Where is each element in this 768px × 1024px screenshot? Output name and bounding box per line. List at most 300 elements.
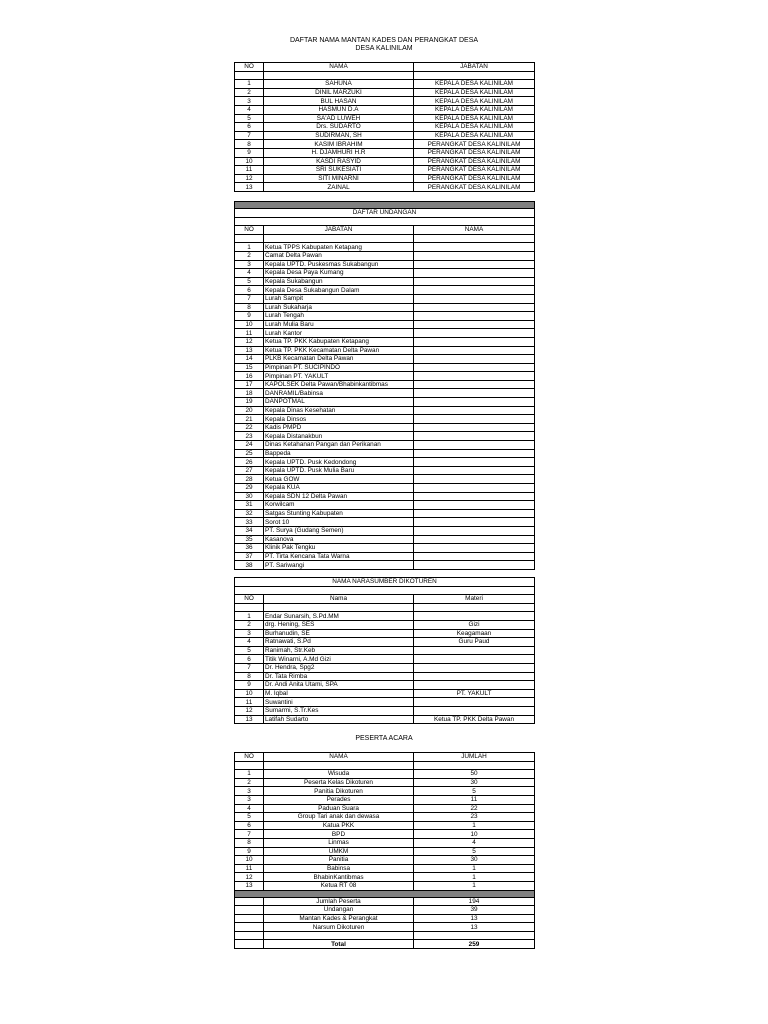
undangan-cell — [414, 243, 535, 252]
peserta-row — [235, 873, 535, 882]
undangan-row — [235, 260, 535, 269]
peserta-cell: 23 — [414, 813, 535, 822]
undangan-row — [235, 484, 535, 493]
kades-cell: Drs. SUDARTO — [264, 123, 414, 132]
undangan-cell — [414, 251, 535, 260]
kades-cell: DINIL MARZUKI — [264, 88, 414, 97]
undangan-cell: 15 — [235, 363, 264, 372]
narasumber-cell: Burhanudin, SE — [264, 629, 414, 638]
narasumber-header-no: NO — [235, 595, 264, 604]
undangan-cell: 20 — [235, 406, 264, 415]
undangan-cell: 8 — [235, 303, 264, 312]
narasumber-cell: drg. Hening, SES — [264, 620, 414, 629]
kades-cell: KEPALA DESA KALINILAM — [414, 123, 535, 132]
narasumber-cell: 9 — [235, 681, 264, 690]
kades-cell: 13 — [235, 183, 264, 192]
undangan-row — [235, 320, 535, 329]
narasumber-cell: Gizi — [414, 620, 535, 629]
undangan-cell: 33 — [235, 518, 264, 527]
undangan-cell: Kepala Distanakbun — [264, 432, 414, 441]
undangan-cell — [414, 329, 535, 338]
narasumber-cell: Keagamaan — [414, 629, 535, 638]
kades-cell: ZAINAL — [264, 183, 414, 192]
undangan-cell — [414, 475, 535, 484]
kades-cell: 11 — [235, 166, 264, 175]
undangan-cell — [414, 423, 535, 432]
peserta-caption: PESERTA ACARA — [355, 735, 413, 742]
kades-cell: 12 — [235, 174, 264, 183]
undangan-row — [235, 346, 535, 355]
undangan-cell: Klinik Pak Tengku — [264, 544, 414, 553]
kades-cell: H. DJAMHURI H.R — [264, 148, 414, 157]
peserta-cell: Panitia — [264, 856, 414, 865]
summary-cell: 194 — [414, 897, 535, 906]
undangan-cell — [414, 380, 535, 389]
peserta-header-no: NO — [235, 753, 264, 762]
kades-row — [235, 123, 535, 132]
narasumber-cell: 7 — [235, 663, 264, 672]
kades-row — [235, 140, 535, 149]
narasumber-header-nama: Nama — [264, 595, 414, 604]
narasumber-row — [235, 672, 535, 681]
narasumber-row — [235, 698, 535, 707]
narasumber-cell: Dr. Andi Anita Utami, SPA — [264, 681, 414, 690]
undangan-cell: Korwilcam — [264, 501, 414, 510]
undangan-row — [235, 518, 535, 527]
undangan-cell — [414, 303, 535, 312]
narasumber-cell: 13 — [235, 715, 264, 724]
narasumber-cell: Titik Winarni, A.Md Gizi — [264, 655, 414, 664]
narasumber-cell: 1 — [235, 612, 264, 621]
undangan-cell: 12 — [235, 337, 264, 346]
peserta-cell: 5 — [414, 787, 535, 796]
undangan-cell: 1 — [235, 243, 264, 252]
peserta-cell: 3 — [235, 787, 264, 796]
kades-cell: KEPALA DESA KALINILAM — [414, 80, 535, 89]
peserta-row — [235, 787, 535, 796]
page-title: DAFTAR NAMA MANTAN KADES DAN PERANGKAT DESA — [289, 37, 479, 44]
undangan-cell — [414, 415, 535, 424]
peserta-cell: UMKM — [264, 847, 414, 856]
peserta-cell: 10 — [414, 830, 535, 839]
undangan-header-nama: NAMA — [414, 226, 535, 235]
undangan-cell: 31 — [235, 501, 264, 510]
undangan-cell: 32 — [235, 509, 264, 518]
narasumber-row — [235, 706, 535, 715]
peserta-cell: 2 — [235, 778, 264, 787]
undangan-row — [235, 398, 535, 407]
undangan-row — [235, 312, 535, 321]
undangan-cell: Kepala Desa Sukabangun Dalam — [264, 286, 414, 295]
peserta-cell: Peserta Kelas Dikoturen — [264, 778, 414, 787]
undangan-row — [235, 269, 535, 278]
undangan-cell: 11 — [235, 329, 264, 338]
narasumber-cell — [414, 612, 535, 621]
undangan-cell — [414, 363, 535, 372]
peserta-cell: Perades — [264, 795, 414, 804]
kades-cell: SAHUNA — [264, 80, 414, 89]
undangan-cell: Kepala SDN 12 Delta Pawan — [264, 492, 414, 501]
kades-cell: KEPALA DESA KALINILAM — [414, 131, 535, 140]
peserta-row — [235, 847, 535, 856]
undangan-cell: Lurah Tengah — [264, 312, 414, 321]
undangan-row — [235, 406, 535, 415]
narasumber-cell: Dr. Tata Rimba — [264, 672, 414, 681]
undangan-row — [235, 458, 535, 467]
peserta-row — [235, 813, 535, 822]
undangan-row — [235, 501, 535, 510]
undangan-cell — [414, 320, 535, 329]
narasumber-row — [235, 715, 535, 724]
undangan-cell — [414, 441, 535, 450]
peserta-cell: 6 — [235, 821, 264, 830]
undangan-header-no: NO — [235, 226, 264, 235]
undangan-cell — [414, 277, 535, 286]
undangan-cell: Ketua TP. PKK Kecamatan Delta Pawan — [264, 346, 414, 355]
undangan-cell: 16 — [235, 372, 264, 381]
peserta-row — [235, 770, 535, 779]
undangan-row — [235, 372, 535, 381]
undangan-cell: 13 — [235, 346, 264, 355]
narasumber-cell: Dr. Hendra, Spg2 — [264, 663, 414, 672]
peserta-cell: 10 — [235, 856, 264, 865]
kades-row — [235, 105, 535, 114]
peserta-cell: 13 — [235, 881, 264, 890]
kades-cell: 4 — [235, 105, 264, 114]
undangan-cell: 26 — [235, 458, 264, 467]
undangan-row — [235, 380, 535, 389]
undangan-cell: 14 — [235, 355, 264, 364]
kades-row — [235, 131, 535, 140]
kades-cell: 1 — [235, 80, 264, 89]
undangan-cell: 28 — [235, 475, 264, 484]
kades-cell: 5 — [235, 114, 264, 123]
undangan-cell: Kepala Dinas Kesehatan — [264, 406, 414, 415]
kades-row — [235, 80, 535, 89]
undangan-cell — [414, 449, 535, 458]
peserta-cell: Panitia Dikoturen — [264, 787, 414, 796]
peserta-row — [235, 856, 535, 865]
peserta-header-jumlah: JUMLAH — [414, 753, 535, 762]
peserta-cell: Ketua RT 08 — [264, 881, 414, 890]
undangan-cell — [414, 389, 535, 398]
narasumber-cell: 3 — [235, 629, 264, 638]
kades-cell: PERANGKAT DESA KALINILAM — [414, 157, 535, 166]
narasumber-cell: PT. YAKULT — [414, 689, 535, 698]
undangan-row — [235, 535, 535, 544]
kades-row — [235, 97, 535, 106]
kades-cell: KEPALA DESA KALINILAM — [414, 88, 535, 97]
undangan-row — [235, 492, 535, 501]
kades-cell: SUDIRMAN, SH — [264, 131, 414, 140]
summary-cell: Jumlah Peserta — [264, 897, 414, 906]
kades-cell: KEPALA DESA KALINILAM — [414, 114, 535, 123]
kades-cell: 10 — [235, 157, 264, 166]
undangan-cell: Lurah Mulia Baru — [264, 320, 414, 329]
undangan-cell: 4 — [235, 269, 264, 278]
undangan-cell: Kasanova — [264, 535, 414, 544]
narasumber-row — [235, 655, 535, 664]
undangan-cell — [414, 544, 535, 553]
peserta-cell: 9 — [235, 847, 264, 856]
peserta-cell: Babinsa — [264, 864, 414, 873]
summary-row — [235, 914, 535, 923]
undangan-cell: Ketua GOW — [264, 475, 414, 484]
kades-header-nama: NAMA — [264, 63, 414, 72]
undangan-cell: Kepala UPTD. Pusk Kedondong — [264, 458, 414, 467]
narasumber-row — [235, 629, 535, 638]
narasumber-cell — [414, 681, 535, 690]
undangan-cell: Bappeda — [264, 449, 414, 458]
undangan-row — [235, 389, 535, 398]
undangan-cell: 34 — [235, 526, 264, 535]
undangan-cell: 19 — [235, 398, 264, 407]
undangan-cell — [414, 337, 535, 346]
narasumber-cell: 12 — [235, 706, 264, 715]
narasumber-cell: Ranimah, Str.Keb — [264, 646, 414, 655]
peserta-cell: 1 — [235, 770, 264, 779]
undangan-cell: 21 — [235, 415, 264, 424]
undangan-row — [235, 466, 535, 475]
undangan-row — [235, 415, 535, 424]
undangan-cell — [414, 269, 535, 278]
peserta-row — [235, 795, 535, 804]
undangan-cell: 36 — [235, 544, 264, 553]
undangan-cell: Kepala Desa Paya Kumang — [264, 269, 414, 278]
narasumber-cell — [414, 706, 535, 715]
narasumber-cell: 8 — [235, 672, 264, 681]
undangan-table — [234, 201, 535, 570]
undangan-cell — [414, 501, 535, 510]
peserta-header-nama: NAMA — [264, 753, 414, 762]
narasumber-cell — [414, 672, 535, 681]
undangan-row — [235, 337, 535, 346]
summary-row — [235, 906, 535, 915]
undangan-cell — [414, 312, 535, 321]
undangan-cell: Camat Delta Pawan — [264, 251, 414, 260]
narasumber-row — [235, 638, 535, 647]
undangan-cell — [414, 355, 535, 364]
total-value: 259 — [468, 940, 480, 948]
peserta-cell: Paduan Suara — [264, 804, 414, 813]
peserta-row — [235, 830, 535, 839]
undangan-row — [235, 432, 535, 441]
peserta-cell: Group Tari anak dan dewasa — [264, 813, 414, 822]
kades-cell: KASDI RASYID — [264, 157, 414, 166]
undangan-row — [235, 526, 535, 535]
peserta-cell: 30 — [414, 856, 535, 865]
undangan-cell: Ketua TP. PKK Kabupaten Ketapang — [264, 337, 414, 346]
summary-cell: 13 — [414, 923, 535, 932]
kades-cell: 7 — [235, 131, 264, 140]
undangan-cell: PT. Tirta Kencana Tata Warna — [264, 552, 414, 561]
undangan-cell: DANPOTMAL — [264, 398, 414, 407]
undangan-cell: KAPOLSEK Delta Pawan/Bhabinkantibmas — [264, 380, 414, 389]
undangan-cell — [414, 466, 535, 475]
undangan-row — [235, 243, 535, 252]
kades-header-no: NO — [235, 63, 264, 72]
undangan-cell — [414, 552, 535, 561]
peserta-cell: Wisuda — [264, 770, 414, 779]
undangan-cell — [414, 260, 535, 269]
undangan-row — [235, 277, 535, 286]
peserta-table — [234, 752, 535, 949]
kades-row — [235, 148, 535, 157]
narasumber-cell: M. Iqbal — [264, 689, 414, 698]
summary-row — [235, 923, 535, 932]
kades-cell: PERANGKAT DESA KALINILAM — [414, 174, 535, 183]
undangan-cell: 3 — [235, 260, 264, 269]
undangan-row — [235, 449, 535, 458]
undangan-row — [235, 294, 535, 303]
narasumber-cell: Endar Sunarsih, S.Pd.MM — [264, 612, 414, 621]
undangan-cell: 22 — [235, 423, 264, 432]
undangan-row — [235, 251, 535, 260]
narasumber-cell — [414, 663, 535, 672]
undangan-cell: 38 — [235, 561, 264, 570]
undangan-cell: 18 — [235, 389, 264, 398]
narasumber-row — [235, 681, 535, 690]
kades-cell: PERANGKAT DESA KALINILAM — [414, 140, 535, 149]
peserta-cell: Katua PKK — [264, 821, 414, 830]
kades-table — [234, 62, 535, 192]
kades-row — [235, 157, 535, 166]
undangan-cell: DANRAMIL/Babinsa — [264, 389, 414, 398]
peserta-cell: 50 — [414, 770, 535, 779]
narasumber-cell — [414, 655, 535, 664]
undangan-cell — [414, 492, 535, 501]
undangan-cell — [414, 372, 535, 381]
undangan-cell: Kepala UPTD. Puskesmas Sukabangun — [264, 260, 414, 269]
narasumber-cell: Sumarmi, S.Tr.Kes — [264, 706, 414, 715]
summary-cell: 13 — [414, 914, 535, 923]
undangan-cell: PT. Surya (Gudang Semen) — [264, 526, 414, 535]
narasumber-cell: Suwantini — [264, 698, 414, 707]
undangan-cell: 30 — [235, 492, 264, 501]
undangan-cell: Satgas Stunting Kabupaten — [264, 509, 414, 518]
peserta-cell: 3 — [235, 795, 264, 804]
narasumber-cell: Ratnawati, S.Pd — [264, 638, 414, 647]
peserta-cell: 22 — [414, 804, 535, 813]
undangan-cell — [414, 484, 535, 493]
narasumber-row — [235, 612, 535, 621]
undangan-cell: 24 — [235, 441, 264, 450]
undangan-cell — [414, 286, 535, 295]
undangan-row — [235, 286, 535, 295]
kades-cell: KEPALA DESA KALINILAM — [414, 97, 535, 106]
undangan-cell: Lurah Kantor — [264, 329, 414, 338]
kades-cell: SITI MINARNI — [264, 174, 414, 183]
peserta-cell: 4 — [414, 838, 535, 847]
undangan-cell — [414, 346, 535, 355]
kades-cell: SA'AD LUWEH — [264, 114, 414, 123]
narasumber-cell: Guru Paud — [414, 638, 535, 647]
peserta-cell: BPD — [264, 830, 414, 839]
undangan-cell — [414, 398, 535, 407]
kades-cell: PERANGKAT DESA KALINILAM — [414, 166, 535, 175]
undangan-cell: 37 — [235, 552, 264, 561]
narasumber-caption: NAMA NARASUMBER DIKOTUREN — [235, 578, 535, 587]
total-label: Total — [331, 940, 346, 948]
peserta-row — [235, 881, 535, 890]
undangan-cell: Kepala Sukabangun — [264, 277, 414, 286]
kades-cell: 8 — [235, 140, 264, 149]
undangan-row — [235, 475, 535, 484]
undangan-cell — [414, 561, 535, 570]
undangan-cell: Pimpinan PT. SUCIPINDO — [264, 363, 414, 372]
undangan-row — [235, 552, 535, 561]
peserta-cell: 4 — [235, 804, 264, 813]
peserta-cell: 5 — [414, 847, 535, 856]
undangan-cell: 2 — [235, 251, 264, 260]
undangan-row — [235, 423, 535, 432]
kades-cell: 9 — [235, 148, 264, 157]
narasumber-row — [235, 689, 535, 698]
peserta-cell: 5 — [235, 813, 264, 822]
undangan-row — [235, 544, 535, 553]
undangan-cell: 23 — [235, 432, 264, 441]
summary-row — [235, 897, 535, 906]
undangan-cell: Kadis PMPD — [264, 423, 414, 432]
peserta-cell: 11 — [235, 864, 264, 873]
undangan-cell: Sorot 10 — [264, 518, 414, 527]
undangan-cell: 9 — [235, 312, 264, 321]
undangan-row — [235, 355, 535, 364]
undangan-cell: PT. Sariwangi — [264, 561, 414, 570]
undangan-cell: PLKB Kecamatan Delta Pawan — [264, 355, 414, 364]
peserta-row — [235, 821, 535, 830]
undangan-row — [235, 329, 535, 338]
narasumber-table — [234, 577, 535, 724]
peserta-row — [235, 838, 535, 847]
narasumber-header-materi: Materi — [414, 595, 535, 604]
peserta-cell: 12 — [235, 873, 264, 882]
undangan-cell: Kepala Dinsos — [264, 415, 414, 424]
undangan-cell: 25 — [235, 449, 264, 458]
undangan-cell — [414, 518, 535, 527]
undangan-row — [235, 509, 535, 518]
summary-cell: Mantan Kades & Perangkat — [264, 914, 414, 923]
narasumber-cell: 5 — [235, 646, 264, 655]
narasumber-cell: 6 — [235, 655, 264, 664]
undangan-cell — [414, 535, 535, 544]
kades-cell: 2 — [235, 88, 264, 97]
undangan-cell: 17 — [235, 380, 264, 389]
kades-cell: 6 — [235, 123, 264, 132]
narasumber-cell — [414, 698, 535, 707]
narasumber-row — [235, 646, 535, 655]
undangan-row — [235, 561, 535, 570]
undangan-cell: Kepala KUA — [264, 484, 414, 493]
undangan-cell — [414, 509, 535, 518]
undangan-cell: 7 — [235, 294, 264, 303]
undangan-cell: 27 — [235, 466, 264, 475]
peserta-cell: 1 — [414, 881, 535, 890]
kades-cell: SRI SUKESIATI — [264, 166, 414, 175]
narasumber-cell: 4 — [235, 638, 264, 647]
peserta-cell: BhabinKantibmas — [264, 873, 414, 882]
kades-cell: PERANGKAT DESA KALINILAM — [414, 148, 535, 157]
kades-cell: KEPALA DESA KALINILAM — [414, 105, 535, 114]
summary-cell: Undangan — [264, 906, 414, 915]
kades-header-jabatan: JABATAN — [414, 63, 535, 72]
kades-cell: BUL HASAN — [264, 97, 414, 106]
kades-cell: KASIM IBRAHIM — [264, 140, 414, 149]
peserta-cell: 1 — [414, 864, 535, 873]
peserta-cell: 30 — [414, 778, 535, 787]
undangan-cell: 6 — [235, 286, 264, 295]
undangan-row — [235, 363, 535, 372]
